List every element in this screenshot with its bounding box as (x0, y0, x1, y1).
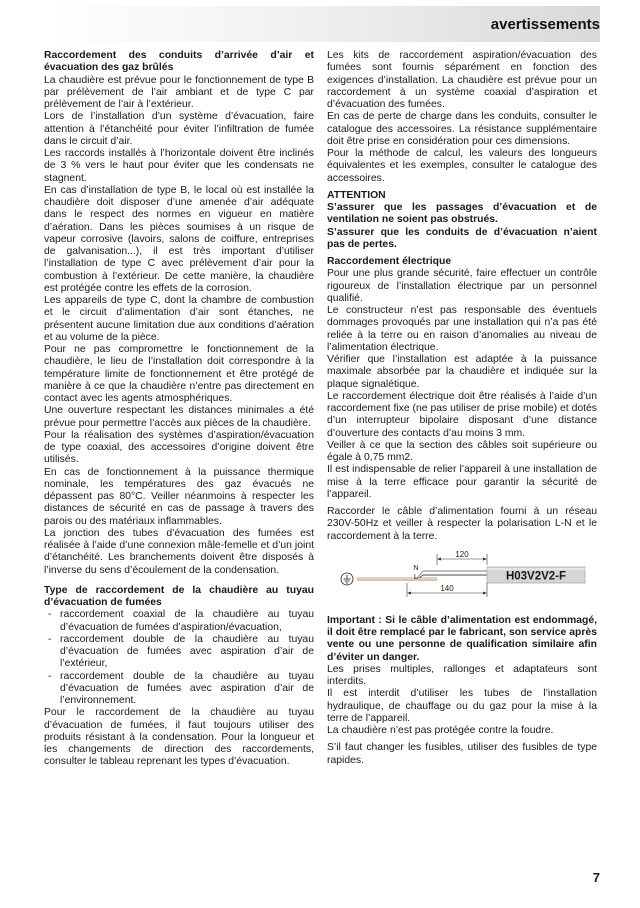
paragraph: Il est interdit d’utiliser les tubes de l’installation hydraulique, de chauffage ou du gaz pour la mise à la terre de l’appareil. (327, 688, 597, 724)
attention-label: ATTENTION (327, 189, 386, 201)
paragraph: Pour la méthode de calcul, les valeurs des longueurs équivalentes et les exemples, consulter le catalogue des accessoires. (327, 148, 597, 184)
page-number: 7 (592, 870, 600, 885)
list-dash: - (48, 670, 52, 682)
paragraph: Veiller à ce que la section des câbles soit supérieure ou égale à 0,75 mm2. (327, 439, 597, 463)
paragraph: Les kits de raccordement aspiration/évacuation des fumées sont fournis séparément en fonction des exigences d’installation. La chaudière est prévue pour un raccordement à un système coaxial d’aspiration et d’évacuation des fumées. (327, 50, 597, 110)
line-label: L (413, 571, 419, 581)
cable-diagram (327, 549, 597, 605)
paragraph: La chaudière n’est pas protégée contre la foudre. (327, 725, 554, 736)
paragraph: Pour la réalisation des systèmes d’aspiration/évacuation de type coaxial, des accessoires d’origine doivent être utilisés. (44, 429, 314, 466)
paragraph: Une ouverture respectant les distances minimales a été prévue pour permettre l’accès aux pièces de la chaudière. (44, 405, 314, 429)
paragraph: Pour ne pas compromettre le fonctionnement de la chaudière, le lieu de l’installation doit correspondre à la température limite de fonctionnement et être protégé de manière à ce que la chaudière n’entre pas directement en contact avec les agents atmosphériques. (44, 344, 314, 404)
paragraph: Pour le raccordement de la chaudière au tuyau d’évacuation de fumées, il faut toujours utiliser des produits résistant à la condensation. Pour la longueur et les changements de direction des raccordements, consulter le tableau reprenant les types d’évacuation. (44, 707, 314, 768)
section-title: avertissements (490, 16, 600, 33)
paragraph: En cas de perte de charge dans les conduits, consulter le catalogue des accessoires. La résistance supplémentaire doit être prise en considération pour ces dimensions. (327, 111, 597, 147)
paragraph: Vérifier que l’installation est adaptée à la puissance maximale absorbée par la chaudière et indiquée sur la plaque signalétique. (327, 354, 597, 390)
list-item (44, 671, 314, 708)
list-item-text: raccordement coaxial de la chaudière au tuyau d’évacuation de fumées d’aspiration/évacuation, (60, 609, 314, 633)
paragraph: La jonction des tubes d’évacuation des fumées est réalisée à l’aide d’une connexion mâle-femelle et d’un joint d’étanchéité. Les branchements doivent être disposés à l’inverse du sens d’écoulement de la condensation. (44, 527, 314, 576)
list-item-text: raccordement double de la chaudière au tuyau d’évacuation de fumées avec aspiration d’air de l’environnement. (60, 670, 314, 706)
page-header (0, 6, 640, 42)
paragraph: En cas d’installation de type B, le local où est installée la chaudière doit disposer d’une amenée d’air adéquate dans le respect des normes en vigueur en matière d’aération. Dans les pièces soumises à un risque de vapeur corrosive (lavoirs, salons de coiffure, entreprises de galvanisation...), il est très important d’utiliser l’installation de type C avec prélèvement d’air pour la combustion à l’extérieur. De cette manière, la chaudière est protégée contre les effets de la corrosion. (44, 184, 314, 294)
neutral-label: N (413, 562, 419, 572)
paragraph: Les raccords installés à l’horizontale doivent être inclinés de 3 % vers le haut pour éviter que les condensats ne stagnent. (44, 148, 314, 184)
attention-warning: S’assurer que les passages d’évacuation et de ventilation ne soient pas obstrués. (327, 202, 597, 226)
paragraph: Le constructeur n’est pas responsable des éventuels dommages provoqués par une installation qui n’a pas été reliée à la terre ou en raison d’anomalies au niveau de l’alimentation électrique. (327, 305, 597, 353)
important-warning: Important : Si le câble d’alimentation est endommagé, il doit être remplacé par le fabricant, son service après vente ou une personne de qualification similaire afin d’éviter un danger. (327, 614, 597, 663)
dimension-top-label: 120 (455, 549, 469, 559)
heading-air-evacuation: Raccordement des conduits d’arrivée d’air et évacuation des gaz brûlés (44, 50, 314, 74)
dimension-bottom-label: 140 (440, 583, 454, 593)
cable-diagram-svg (327, 549, 597, 605)
paragraph: Lors de l’installation d’un système d’évacuation, faire attention à l’étanchéité pour éviter l’infiltration de fumée dans le circuit d’air. (44, 111, 314, 147)
paragraph: En cas de fonctionnement à la puissance thermique nominale, les températures des gaz évacués ne dépassent pas 80°C. Veiller néanmoins à respecter les distances de sécurité en cas de passage à travers des parois ou des matériaux inflammables. (44, 466, 314, 527)
heading-connection-type: Type de raccordement de la chaudière au tuyau d’évacuation de fumées (44, 584, 314, 608)
heading-electrical: Raccordement électrique (327, 256, 452, 267)
attention-warning: S’assurer que les conduits de d’évacuation n’aient pas de pertes. (327, 226, 597, 250)
list-item (44, 634, 314, 671)
paragraph: Le raccordement électrique doit être réalisés à l’aide d’un raccordement fixe (ne pas utiliser de prise mobile) et dotés d’un interrupteur bipolaire disposant d’une distance d’ouverture des contacts d’au moins 3 mm. (327, 390, 597, 439)
paragraph: Les appareils de type C, dont la chambre de combustion et le circuit d’alimentation d’air sont étanches, ne présentent aucune limitation due aux conditions d’aération et au volume de la pièce. (44, 295, 314, 343)
paragraph: Les prises multiples, rallonges et adaptateurs sont interdits. (327, 663, 597, 687)
paragraph: Il est indispensable de relier l’appareil à une installation de mise à la terre efficace pour garantir la sécurité de l’appareil. (327, 464, 597, 500)
list-dash: - (48, 633, 52, 645)
left-column (44, 50, 314, 769)
cable-type-label: H03V2V2-F (505, 570, 567, 583)
list-dash: - (48, 609, 52, 621)
connection-type-list (44, 609, 314, 707)
list-item (44, 609, 314, 634)
list-item-text: raccordement double de la chaudière au tuyau d’évacuation de fumées avec aspiration d’air de l’extérieur, (60, 633, 314, 670)
paragraph: Pour une plus grande sécurité, faire effectuer un contrôle rigoureux de l’installation électrique par un personnel qualifié. (327, 268, 597, 304)
right-column (327, 50, 597, 767)
earth-ground-icon (341, 573, 353, 585)
cable-wires (357, 571, 487, 580)
paragraph: S’il faut changer les fusibles, utiliser des fusibles de type rapides. (327, 742, 597, 766)
paragraph: Raccorder le câble d’alimentation fourni à un réseau 230V-50Hz et veiller à respecter la polarisation L-N et le raccordement à la terre. (327, 506, 597, 542)
paragraph: La chaudière est prévue pour le fonctionnement de type B par prélèvement de l’air ambiant et de type C par prélèvement de l’air à l’extérieur. (44, 74, 314, 110)
